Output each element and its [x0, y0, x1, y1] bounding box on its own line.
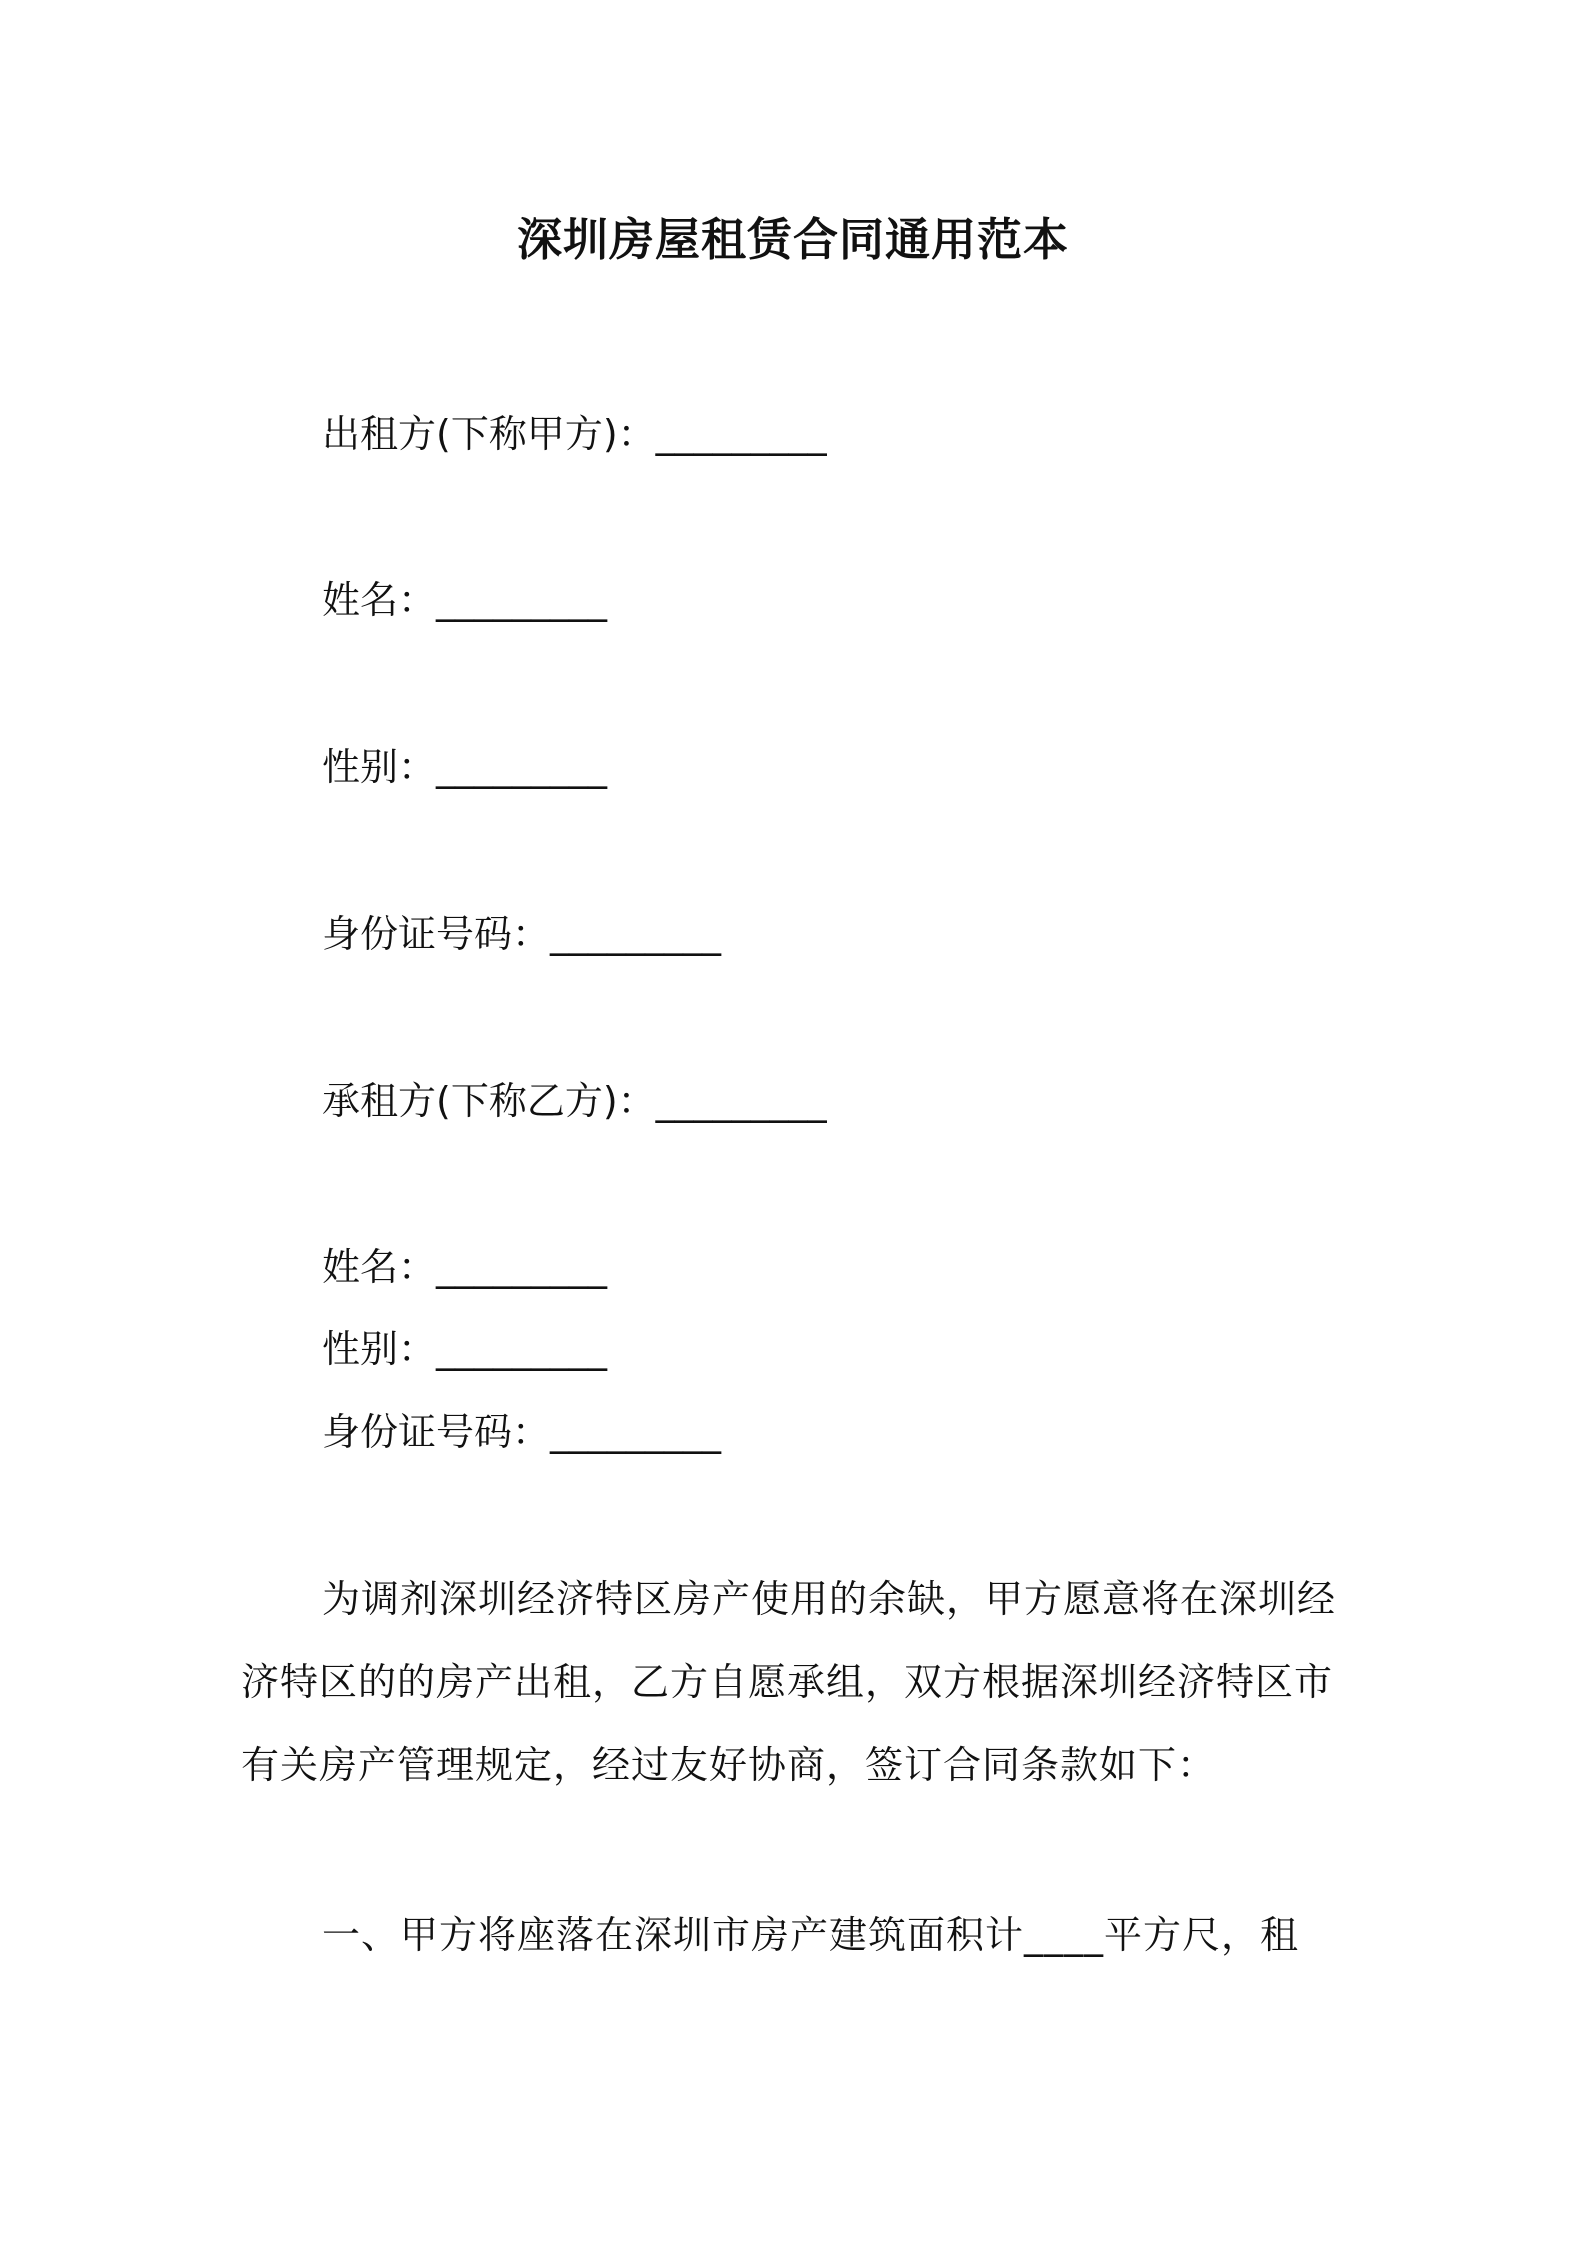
party-b-gender-field: 性别：_________ — [322, 1327, 608, 1371]
party-a-name-field: 姓名：_________ — [322, 578, 608, 622]
preamble-paragraph — [241, 1558, 1351, 1807]
preamble-line: 济特区的的房产出租，乙方自愿承组，双方根据深圳经济特区市 — [241, 1660, 1334, 1704]
preamble-line: 有关房产管理规定，经过友好协商，签订合同条款如下： — [241, 1743, 1217, 1787]
party-b-name-field: 姓名：_________ — [322, 1245, 608, 1289]
party-a-gender-field: 性别：_________ — [322, 745, 608, 789]
preamble-line: 为调剂深圳经济特区房产使用的余缺，甲方愿意将在深圳经 — [322, 1577, 1337, 1621]
party-b-label: 承租方(下称乙方)：_________ — [322, 1079, 827, 1123]
party-b-id-field: 身份证号码：_________ — [322, 1410, 722, 1454]
clause-1: 一、甲方将座落在深圳市房产建筑面积计____平方尺，租 — [322, 1913, 1300, 1957]
document-title: 深圳房屋租赁合同通用范本 — [516, 213, 1069, 266]
party-a-label: 出租方(下称甲方)：_________ — [322, 412, 827, 456]
party-a-id-field: 身份证号码：_________ — [322, 912, 722, 956]
